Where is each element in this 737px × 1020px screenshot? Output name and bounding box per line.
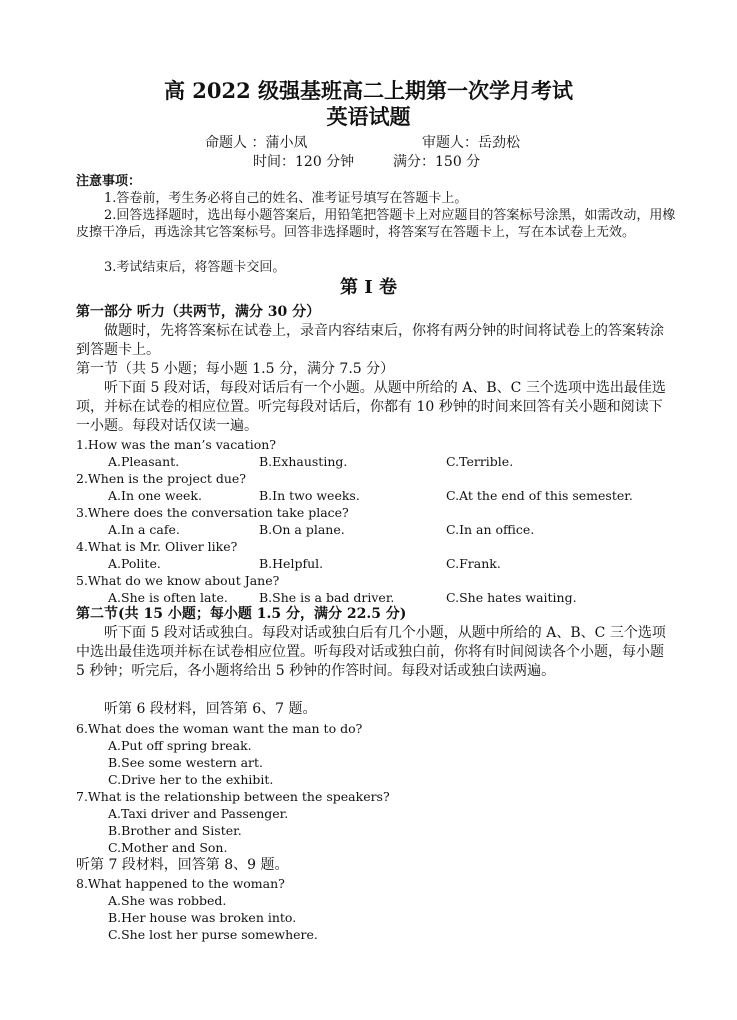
q6-option-c: C.Drive her to the exhibit. bbox=[108, 772, 274, 787]
section2-instruction: 听下面 5 段对话或独白。每段对话或独白后有几个小题，从题中所给的 A、B、C 三个选项中选出最佳选项并标在试卷相应位置。听每段对话或独白前，你将有时间阅读各个小题，每小题 5 秒钟；听完后，各小题将给出 5 秒钟的作答时间。每段对话或独白读两遍。 bbox=[76, 625, 666, 679]
q2-option-b: B.In two weeks. bbox=[259, 488, 360, 503]
q5-option-b: B.She is a bad driver. bbox=[259, 590, 395, 605]
notes-heading: 注意事项： bbox=[76, 174, 142, 189]
question-3: 3.Where does the conversation take place? bbox=[76, 505, 349, 520]
q4-option-a: A.Polite. bbox=[108, 556, 161, 571]
section2-heading: 第二节(共 15 小题；每小题 1.5 分，满分 22.5 分) bbox=[76, 606, 407, 622]
section1-heading: 第一节（共 5 小题；每小题 1.5 分，满分 7.5 分） bbox=[76, 361, 395, 377]
q8-option-c: C.She lost her purse somewhere. bbox=[108, 927, 318, 942]
question-1: 1.How was the man’s vacation? bbox=[76, 437, 276, 452]
exam-title: 高 2022 级强基班高二上期第一次学月考试 bbox=[163, 78, 574, 103]
group-6-note: 听第 6 段材料，回答第 6、7 题。 bbox=[104, 701, 317, 717]
q6-option-b: B.See some western art. bbox=[108, 755, 264, 770]
q2-option-c: C.At the end of this semester. bbox=[446, 488, 633, 503]
score-line: 满分：150 分 bbox=[393, 154, 481, 170]
q1-option-b: B.Exhausting. bbox=[259, 454, 348, 469]
q3-option-a: A.In a cafe. bbox=[108, 522, 180, 537]
q3-option-c: C.In an office. bbox=[446, 522, 535, 537]
time-line: 时间：120 分钟 bbox=[253, 154, 355, 170]
q4-option-c: C.Frank. bbox=[446, 556, 501, 571]
q7-option-a: A.Taxi driver and Passenger. bbox=[108, 806, 289, 821]
note-item-3: 3.考试结束后，将答题卡交回。 bbox=[104, 260, 286, 275]
q8-option-b: B.Her house was broken into. bbox=[108, 910, 297, 925]
part1-instruction: 做题时，先将答案标在试卷上，录音内容结束后，你将有两分钟的时间将试卷上的答案转涂到答题卡上。 bbox=[76, 323, 664, 358]
reviewer-line: 审题人：岳劲松 bbox=[422, 135, 520, 151]
q8-option-a: A.She was robbed. bbox=[108, 893, 227, 908]
question-8: 8.What happened to the woman? bbox=[76, 876, 285, 891]
q5-option-c: C.She hates waiting. bbox=[446, 590, 577, 605]
part1-heading: 第一部分 听力（共两节，满分 30 分） bbox=[76, 304, 321, 320]
question-7: 7.What is the relationship between the speakers? bbox=[76, 789, 390, 804]
q1-option-a: A.Pleasant. bbox=[108, 454, 180, 469]
note-item-1: 1.答卷前，考生务必将自己的姓名、准考证号填写在答题卡上。 bbox=[104, 191, 468, 206]
q4-option-b: B.Helpful. bbox=[259, 556, 324, 571]
q1-option-c: C.Terrible. bbox=[446, 454, 514, 469]
q3-option-b: B.On a plane. bbox=[259, 522, 345, 537]
group-7-note: 听第 7 段材料，回答第 8、9 题。 bbox=[76, 857, 289, 873]
q6-option-a: A.Put off spring break. bbox=[108, 738, 252, 753]
note-item-2: 2.回答选择题时，选出每小题答案后，用铅笔把答题卡上对应题目的答案标号涂黑，如需改动，用橡皮擦干净后，再选涂其它答案标号。回答非选择题时，将答案写在答题卡上，写在本试卷上无效。 bbox=[76, 208, 676, 240]
q2-option-a: A.In one week. bbox=[108, 488, 202, 503]
question-6: 6.What does the woman want the man to do? bbox=[76, 721, 363, 736]
author-line: 命题人 ：蒲小凤 bbox=[205, 135, 308, 151]
question-2: 2.When is the project due? bbox=[76, 471, 247, 486]
q7-option-b: B.Brother and Sister. bbox=[108, 823, 242, 838]
section1-instruction: 听下面 5 段对话，每段对话后有一个小题。从题中所给的 A、B、C 三个选项中选出最佳选项，并标在试卷的相应位置。听完每段对话后，你都有 10 秒钟的时间来回答有关小题和阅读下一小题。每段对话仅读一遍。 bbox=[76, 380, 666, 434]
volume-heading: 第 I 卷 bbox=[340, 277, 397, 298]
question-4: 4.What is Mr. Oliver like? bbox=[76, 539, 238, 554]
question-5: 5.What do we know about Jane? bbox=[76, 573, 280, 588]
exam-subtitle: 英语试题 bbox=[326, 104, 411, 129]
q5-option-a: A.She is often late. bbox=[108, 590, 228, 605]
q7-option-c: C.Mother and Son. bbox=[108, 840, 228, 855]
